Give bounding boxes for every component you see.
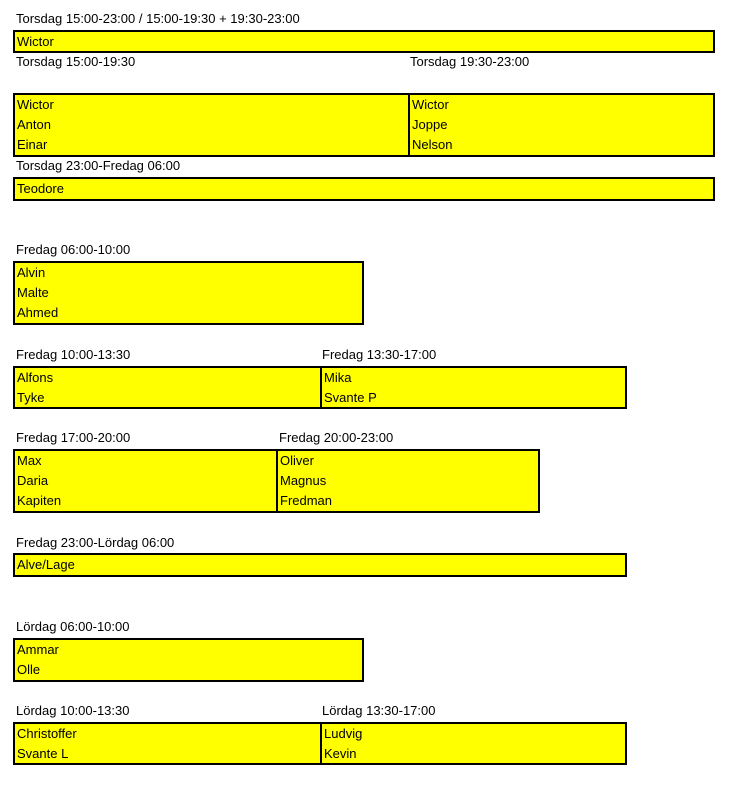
shift-box — [13, 638, 364, 682]
shift-name: Teodore — [17, 181, 64, 196]
shift-name: Joppe — [412, 117, 448, 132]
shift-name: Nelson — [412, 137, 453, 152]
shift-name: Wictor — [17, 34, 54, 49]
shift-label: Torsdag 23:00-Fredag 06:00 — [16, 158, 181, 173]
shift-name: Olle — [17, 662, 41, 677]
shift-label: Fredag 23:00-Lördag 06:00 — [16, 535, 175, 550]
shift-label: Torsdag 15:00-23:00 / 15:00-19:30 + 19:30-23:00 — [16, 11, 300, 26]
shift-name: Alve/Lage — [17, 557, 75, 572]
shift-box — [13, 261, 364, 325]
shift-name: Oliver — [280, 453, 314, 468]
shift-name: Max — [17, 453, 42, 468]
shift-name: Mika — [324, 370, 352, 385]
shift-name: Wictor — [17, 97, 54, 112]
shift-label: Fredag 17:00-20:00 — [16, 430, 131, 445]
shift-label: Fredag 13:30-17:00 — [322, 347, 437, 362]
shift-name: Christoffer — [17, 726, 77, 741]
shift-name: Tyke — [17, 390, 45, 405]
shift-name: Daria — [17, 473, 49, 488]
shift-name: Ahmed — [17, 305, 59, 320]
shift-box — [13, 449, 540, 513]
shift-label: Fredag 10:00-13:30 — [16, 347, 131, 362]
shift-name: Alvin — [17, 265, 46, 280]
shift-box — [13, 366, 627, 409]
shift-label: Lördag 06:00-10:00 — [16, 619, 130, 634]
shift-name: Svante L — [17, 746, 69, 761]
shift-name: Einar — [17, 137, 48, 152]
shift-label: Torsdag 15:00-19:30 — [16, 54, 136, 69]
shift-label: Fredag 06:00-10:00 — [16, 242, 131, 257]
shift-box — [13, 553, 627, 577]
shift-name: Wictor — [412, 97, 449, 112]
shift-box — [13, 722, 627, 765]
shift-name: Malte — [17, 285, 49, 300]
shift-name: Ammar — [17, 642, 59, 657]
shift-box — [13, 177, 715, 201]
shift-label: Fredag 20:00-23:00 — [279, 430, 394, 445]
shift-box — [13, 30, 715, 53]
shift-label: Lördag 13:30-17:00 — [322, 703, 436, 718]
shift-name: Ludvig — [324, 726, 363, 741]
shift-name: Kevin — [324, 746, 357, 761]
shift-name: Kapiten — [17, 493, 62, 508]
shift-name: Fredman — [280, 493, 333, 508]
shift-name: Alfons — [17, 370, 54, 385]
shift-box — [13, 93, 715, 157]
shift-label: Lördag 10:00-13:30 — [16, 703, 130, 718]
shift-name: Anton — [17, 117, 51, 132]
shift-label: Torsdag 19:30-23:00 — [410, 54, 530, 69]
shift-name: Svante P — [324, 390, 377, 405]
shift-name: Magnus — [280, 473, 327, 488]
